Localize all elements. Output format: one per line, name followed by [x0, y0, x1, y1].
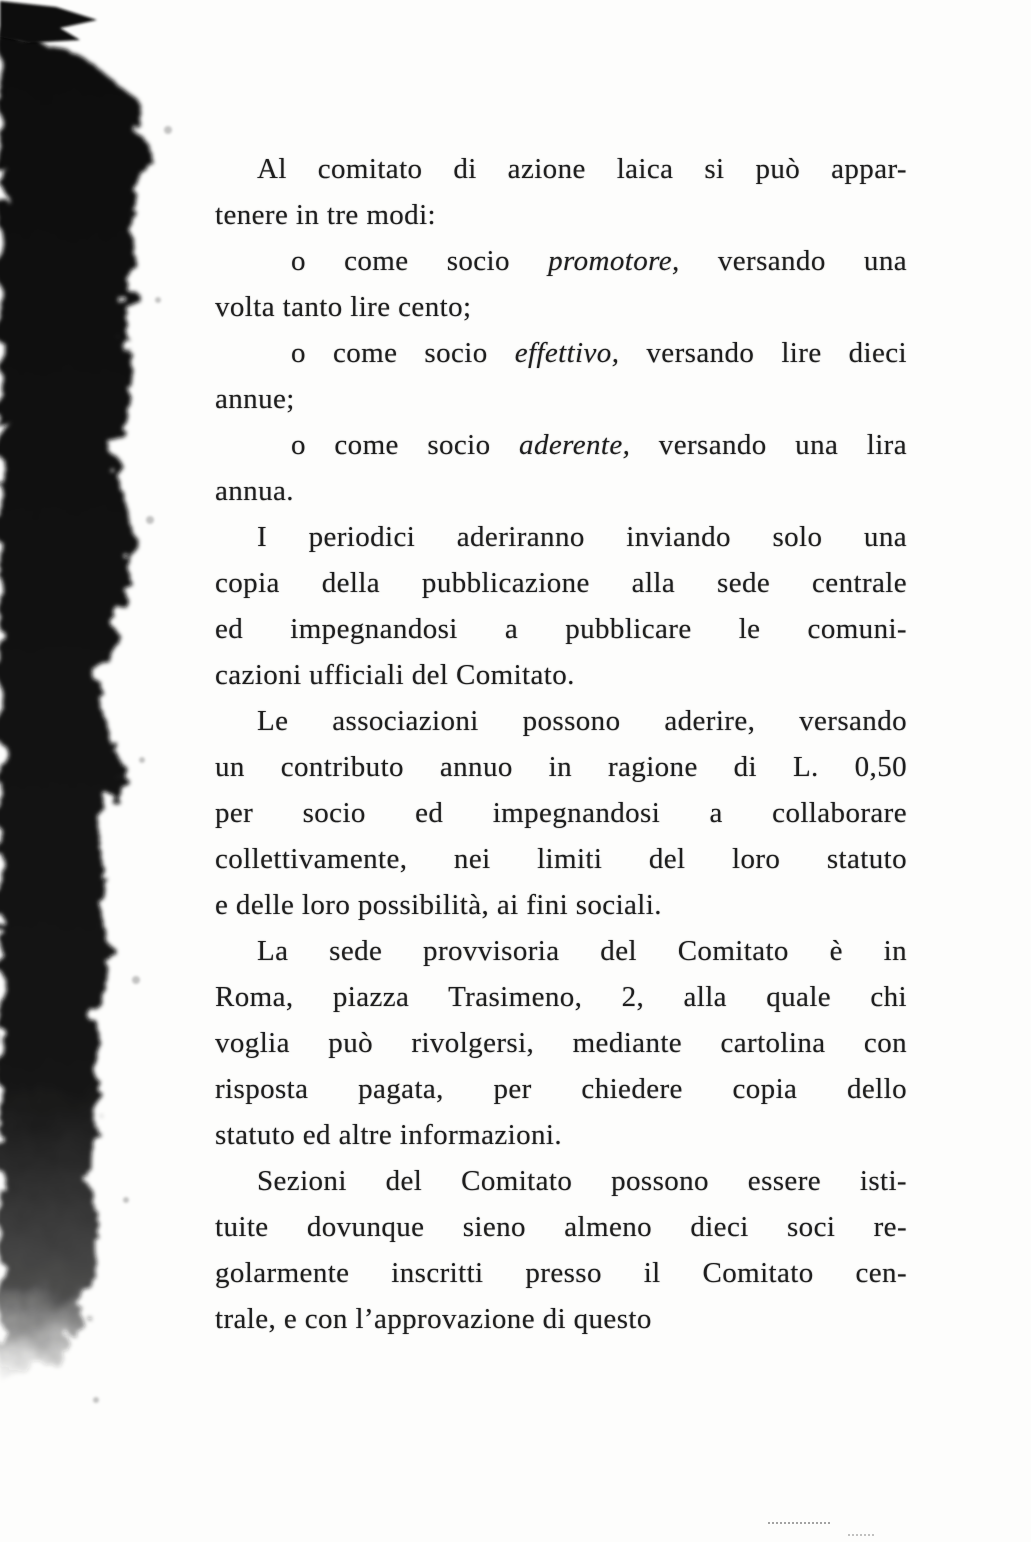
text-segment: La sede provvisoria del Comitato è in [257, 935, 907, 967]
text-segment: collettivamente, nei limiti del loro statuto [215, 843, 907, 875]
text-segment: voglia può rivolgersi, mediante cartolina con [215, 1027, 907, 1059]
text-line [215, 1066, 907, 1112]
text-line [215, 836, 907, 882]
paragraph-8 [215, 1158, 907, 1342]
text-line [215, 1020, 907, 1066]
text-line [215, 1204, 907, 1250]
text-line [215, 652, 907, 698]
text-segment: golarmente inscritti presso il Comitato cen- [215, 1257, 907, 1289]
text-segment: Roma, piazza Trasimeno, 2, alla quale chi [215, 981, 907, 1013]
italic-text-segment: effettivo, [514, 337, 620, 369]
text-segment: risposta pagata, per chiedere copia dello [215, 1073, 907, 1105]
text-segment: trale, e con l’approvazione di questo [215, 1303, 652, 1335]
text-segment: versando lire dieci [619, 337, 907, 369]
text-line [215, 284, 907, 330]
italic-text-segment: aderente, [519, 429, 631, 461]
text-line [215, 330, 907, 376]
text-segment: cazioni ufficiali del Comitato. [215, 659, 575, 691]
text-line [215, 560, 907, 606]
text-segment: I periodici aderiranno inviando solo una [257, 521, 907, 553]
text-segment: un contributo annuo in ragione di L. 0,50 [215, 751, 907, 783]
text-segment: o come socio [291, 245, 549, 277]
text-segment: tuite dovunque sieno almeno dieci soci re- [215, 1211, 907, 1243]
text-line [215, 376, 907, 422]
paragraph-6 [215, 698, 907, 928]
text-line [215, 744, 907, 790]
text-line [215, 790, 907, 836]
text-line [215, 422, 907, 468]
scan-dotted-mark-small [848, 1534, 874, 1536]
paragraph-3 [215, 330, 907, 422]
text-line [215, 514, 907, 560]
text-segment: Sezioni del Comitato possono essere isti- [257, 1165, 907, 1197]
binding-shadow [0, 28, 150, 1382]
text-line [215, 1112, 907, 1158]
text-segment: versando una [679, 245, 908, 277]
text-segment: annue; [215, 383, 295, 415]
text-segment: statuto ed altre informazioni. [215, 1119, 563, 1151]
text-segment: Al comitato di azione laica si può appar- [257, 153, 907, 185]
text-line [215, 882, 907, 928]
text-line [215, 698, 907, 744]
text-line [215, 192, 907, 238]
text-segment: Le associazioni possono aderire, versando [257, 705, 907, 737]
text-segment: o come socio [291, 429, 520, 461]
paragraph-7 [215, 928, 907, 1158]
text-line [215, 468, 907, 514]
text-line [215, 238, 907, 284]
text-segment: tenere in tre modi: [215, 199, 436, 231]
text-line [215, 1250, 907, 1296]
paragraph-4 [215, 422, 907, 514]
text-line [215, 928, 907, 974]
text-segment: e delle loro possibilità, ai fini sociali. [215, 889, 662, 921]
text-line [215, 146, 907, 192]
text-line [215, 974, 907, 1020]
paragraph-2 [215, 238, 907, 330]
scan-smudge-arrow [0, 1, 97, 43]
text-segment: volta tanto lire cento; [215, 291, 472, 323]
text-segment: per socio ed impegnandosi a collaborare [215, 797, 907, 829]
text-segment: annua. [215, 475, 294, 507]
scan-dotted-mark [768, 1522, 830, 1524]
paragraph-1 [215, 146, 907, 238]
text-segment: ed impegnandosi a pubblicare le comuni- [215, 613, 907, 645]
text-segment: copia della pubblicazione alla sede centrale [215, 567, 907, 599]
italic-text-segment: promotore, [548, 245, 680, 277]
text-line [215, 1158, 907, 1204]
text-segment: versando una lira [630, 429, 908, 461]
text-line [215, 606, 907, 652]
text-line [215, 1296, 907, 1342]
paragraph-5 [215, 514, 907, 698]
scan-grain [93, 126, 172, 1403]
page-text-block [215, 146, 907, 1342]
text-segment: o come socio [291, 337, 515, 369]
